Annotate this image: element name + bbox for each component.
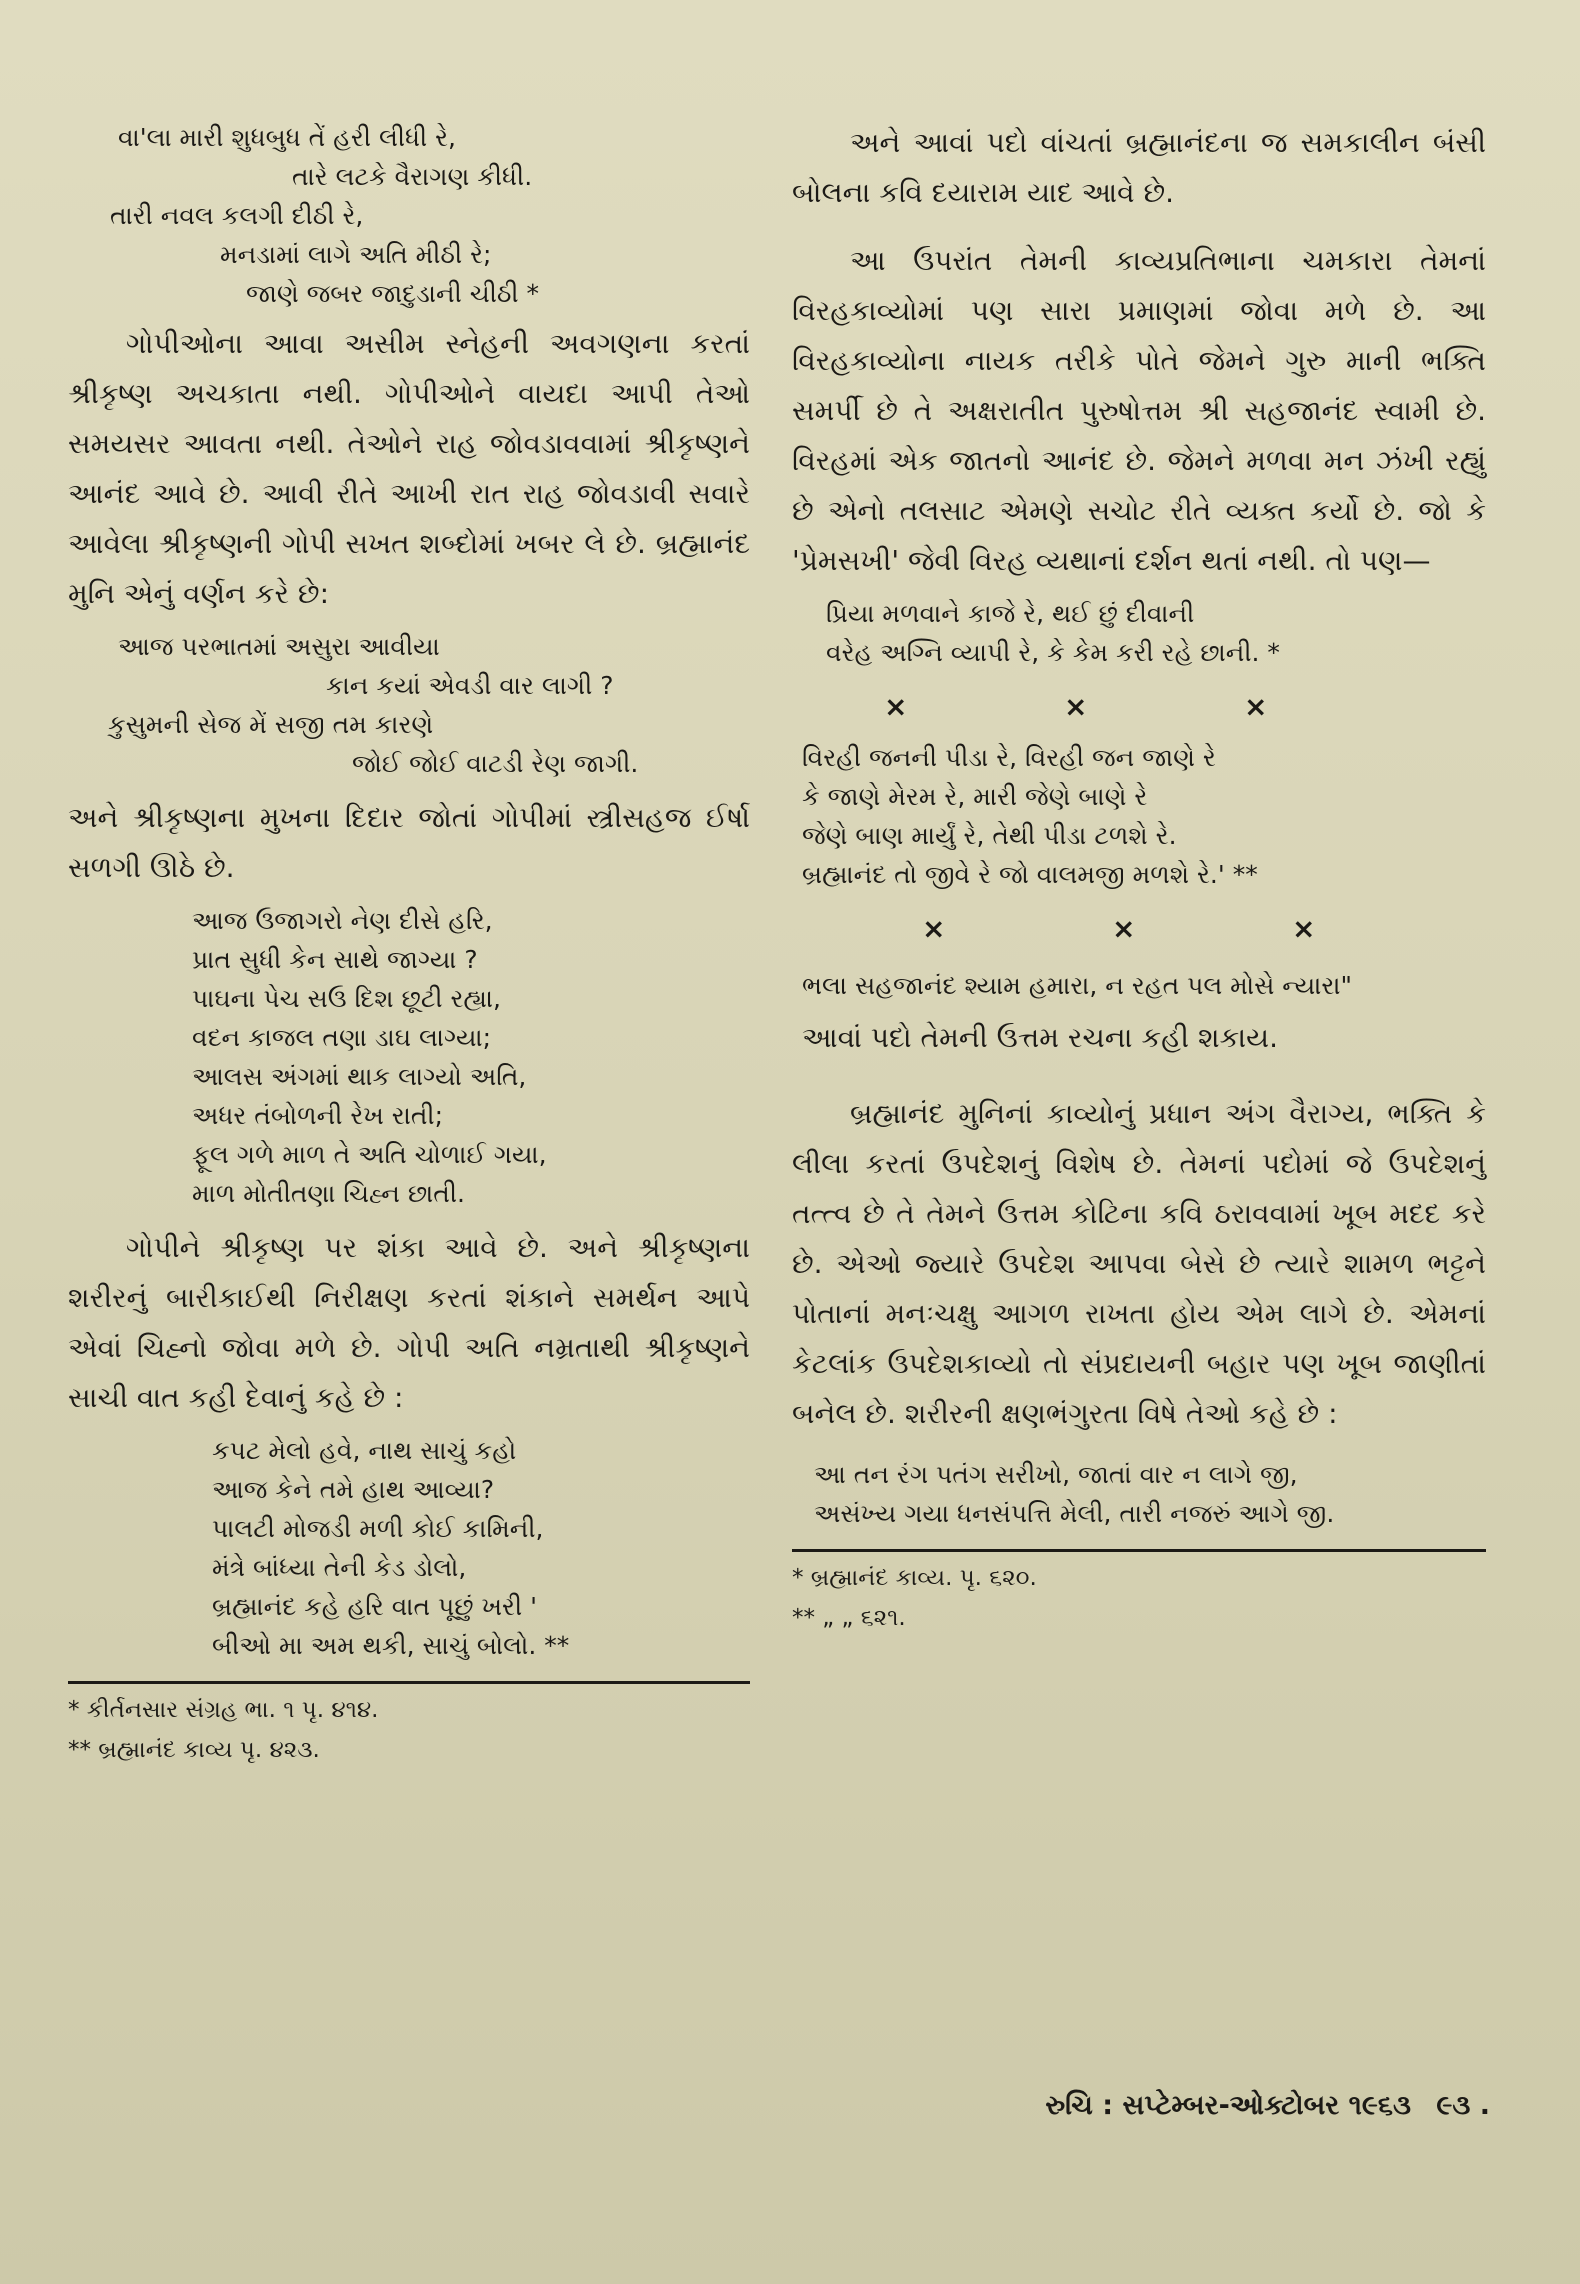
right-column [792,118,1486,1638]
footnote-divider [792,1549,1486,1552]
verse-line: આ તન રંગ પતંગ સરીખો, જાતાં વાર ન લાગે જી, [814,1460,1298,1489]
verse-line: આજ ઉજાગરો નેણ દીસે હરિ, [192,906,493,935]
verse-line: વદન કાજલ તણા ડાઘ લાગ્યા; [192,1023,491,1052]
verse-line: મનડામાં લાગે અતિ મીઠી રે; [220,240,492,269]
footnote: * બ્રહ્માનંદ કાવ્ય. પૃ. ૬૨૦. [792,1565,1037,1591]
paragraph: બ્રહ્માનંદ મુનિનાં કાવ્યોનું પ્રધાન અંગ વૈરાગ્ય, ભક્તિ કે લીલા કરતાં ઉપદેશનું વિશેષ છે. તેમનાં પદોમાં જે ઉપદેશનું તત્ત્વ છે તે તેમને ઉત્તમ કોટિના કવિ ઠરાવવામાં ખૂબ મદદ કરે છે. એઓ જ્યારે ઉપદેશ આપવા બેસે છે ત્યારે શામળ ભટ્ટને પોતાનાં મનઃચક્ષુ આગળ રાખતા હોય એમ લાગે છે. એમનાં કેટલાંક ઉપદેશકાવ્યો તો સંપ્રદાયની બહાર પણ ખૂબ જાણીતાં બનેલ છે. શરીરની ક્ષણભંગુરતા વિષે તેઓ કહે છે : [792,1097,1486,1430]
verse-line: પાલટી મોજડી મળી કોઈ કામિની, [212,1514,544,1543]
cross-mark: × [1292,911,1316,945]
verse-line: મંત્રે બાંધ્યા તેની કેડ ડોલો, [212,1553,467,1582]
verse-line: બ્રહ્માનંદ કહે હરિ વાત પૂછું ખરી ' [212,1592,537,1621]
verse-line: કાન કયાં એવડી વાર લાગી ? [326,671,614,700]
verse-line: પાઘના પેચ સઉ દિશ છૂટી રહ્યા, [192,984,501,1013]
paragraph: અને આવાં પદો વાંચતાં બ્રહ્માનંદના જ સમકાલીન બંસી બોલના કવિ દયારામ યાદ આવે છે. [792,126,1486,209]
verse-line: પ્રાત સુધી કેન સાથે જાગ્યા ? [192,945,478,974]
verse-line: કુસુમની સેજ મેં સજી તમ કારણે [108,710,434,739]
footnote-divider [68,1681,750,1684]
footnote: * કીર્તનસાર સંગ્રહ ભા. ૧ પૃ. ૪૧૪. [68,1697,379,1723]
verse-block [68,1431,750,1665]
verse-line: વા'લા મારી શુધબુધ તેં હરી લીધી રે, [118,123,456,152]
verse-line: ભલા સહજાનંદ શ્યામ હમારા, ન રહત પલ મોસે ન્યારા" [802,971,1352,1000]
verse-line: આલસ અંગમાં થાક લાગ્યો અતિ, [192,1062,527,1091]
verse-line: વરેહ અગ્નિ વ્યાપી રે, કે કેમ કરી રહે છાની. * [826,638,1280,667]
footnote: ** બ્રહ્માનંદ કાવ્ય પૃ. ૪૨૩. [68,1737,320,1763]
cross-mark: × [1112,911,1136,945]
verse-block [792,738,1486,894]
verse-block [792,594,1486,672]
opening-verse [68,118,750,313]
paragraph: આવાં પદો તેમની ઉત્તમ રચના કહી શકાય. [802,1021,1279,1054]
paragraph: ગોપીઓના આવા અસીમ સ્નેહની અવગણના કરતાં શ્રીકૃષ્ણ અચકાતા નથી. ગોપીઓને વાયદા આપી તેઓ સમયસર આવતા નથી. તેઓને રાહ જોવડાવવામાં શ્રીકૃષ્ણને આનંદ આવે છે. આવી રીતે આખી રાત રાહ જોવડાવી સવારે આવેલા શ્રીકૃષ્ણની ગોપી સખત શબ્દોમાં ખબર લે છે. બ્રહ્માનંદ મુનિ એનું વર્ણન કરે છે: [68,327,750,610]
cross-mark: × [1244,689,1268,723]
page-footer [880,2090,1490,2122]
verse-line: અસંખ્ય ગયા ધનસંપત્તિ મેલી, તારી નજરું આગે જી. [814,1499,1335,1528]
verse-block [68,627,750,783]
verse-block [68,901,750,1213]
verse-line: બ્રહ્માનંદ તો જીવે રે જો વાલમજી મળશે રે.' ** [802,860,1258,889]
paragraph: ગોપીને શ્રીકૃષ્ણ પર શંકા આવે છે. અને શ્રીકૃષ્ણના શરીરનું બારીકાઈથી નિરીક્ષણ કરતાં શંકાને સમર્થન આપે એવાં ચિહ્નો જોવા મળે છે. ગોપી અતિ નમ્રતાથી શ્રીકૃષ્ણને સાચી વાત કહી દેવાનું કહે છે : [68,1231,750,1414]
verse-line: પ્રિયા મળવાને કાજે રે, થઈ છું દીવાની [826,599,1195,628]
verse-line: ફૂલ ગળે માળ તે અતિ ચોળાઈ ગયા, [192,1140,547,1169]
cross-mark: × [1064,689,1088,723]
verse-line: માળ મોતીતણા ચિહ્ન છાતી. [192,1179,465,1208]
cross-mark: × [884,689,908,723]
verse-line: જાણે જબર જાદુડાની ચીઠી * [246,279,539,308]
paragraph: અને શ્રીકૃષ્ણના મુખના દિદાર જોતાં ગોપીમાં સ્ત્રીસહજ ઈર્ષા સળગી ઊઠે છે. [68,801,750,884]
journal-issue-date: રુચિ : સપ્ટેમ્બર-ઓક્ટોબર ૧૯૬૩ [1045,2090,1411,2121]
page-number: ૯૩ . [1436,2090,1490,2121]
section-separator [792,904,1486,952]
verse-block [792,1455,1486,1533]
verse-line: કપટ મેલો હવે, નાથ સાચું કહો [212,1436,517,1465]
verse-line: તારી નવલ કલગી દીઠી રે, [110,201,364,230]
verse-line: જોઈ જોઈ વાટડી રેણ જાગી. [352,749,639,778]
left-column [68,118,750,1770]
verse-line: બીઓ મા અમ થકી, સાચું બોલો. ** [212,1631,570,1660]
cross-mark: × [922,911,946,945]
verse-line: અધર તંબોળની રેખ રાતી; [192,1101,443,1130]
verse-line: કે જાણે મેરમ રે, મારી જેણે બાણે રે [802,782,1148,811]
verse-line: આજ કેને તમે હાથ આવ્યા? [212,1475,495,1504]
section-separator [792,682,1486,730]
verse-line: વિરહી જનની પીડા રે, વિરહી જન જાણે રે [802,743,1216,772]
verse-line: આજ પરભાતમાં અસુરા આવીયા [118,632,440,661]
verse-line: જેણે બાણ માર્યું રે, તેથી પીડા ટળશે રે. [802,821,1177,850]
paragraph: આ ઉપરાંત તેમની કાવ્યપ્રતિભાના ચમકારા તેમનાં વિરહકાવ્યોમાં પણ સારા પ્રમાણમાં જોવા મળે છે. આ વિરહકાવ્યોના નાયક તરીકે પોતે જેમને ગુરુ માની ભક્તિ સમર્પી છે તે અક્ષરાતીત પુરુષોત્તમ શ્રી સહજાનંદ સ્વામી છે. વિરહમાં એક જાતનો આનંદ છે. જેમને મળવા મન ઝંખી રહ્યું છે એનો તલસાટ એમણે સચોટ રીતે વ્યક્ત કર્યો છે. જો કે 'પ્રેમસખી' જેવી વિરહ વ્યથાનાં દર્શન થતાં નથી. તો પણ— [792,244,1486,577]
footnote: ** „ „ ૬૨૧. [792,1605,906,1631]
verse-line: તારે લટકે વૈરાગણ કીધી. [292,162,533,191]
